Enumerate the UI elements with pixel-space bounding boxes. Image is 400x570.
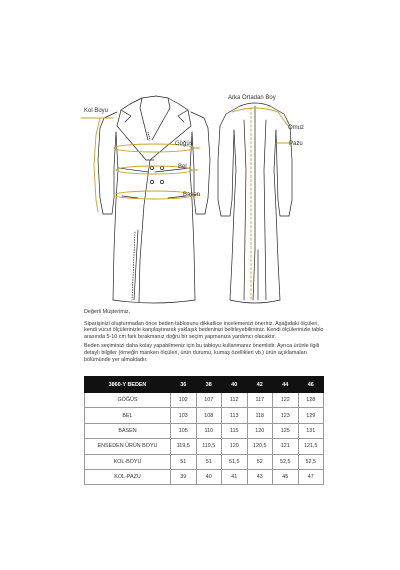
row-label: KOL-PAZU [85, 469, 171, 484]
size-table [84, 376, 324, 485]
table-row [85, 439, 324, 454]
table-cell: 119,5 [196, 439, 222, 454]
table-cell: 107 [196, 393, 222, 408]
label-bel: Bel [178, 164, 187, 170]
front-view-sketch [98, 96, 210, 303]
table-cell: 121 [273, 439, 299, 454]
header-size-46: 46 [298, 377, 324, 393]
table-cell: 40 [196, 469, 222, 484]
table-row [85, 454, 324, 469]
size-table-header [85, 377, 324, 393]
row-label: GÖĞÜS [85, 393, 171, 408]
table-cell: 47 [298, 469, 324, 484]
label-arka-ortadan-boy: Arka Ortadan Boy [228, 95, 276, 101]
sleeve-length-guide [94, 118, 113, 212]
row-label: BASEN [85, 423, 171, 438]
table-cell: 105 [171, 423, 197, 438]
hip-guide [114, 191, 194, 199]
table-cell: 131 [298, 423, 324, 438]
table-cell: 39 [171, 469, 197, 484]
table-cell: 120 [247, 423, 273, 438]
table-row [85, 423, 324, 438]
table-cell: 125 [273, 423, 299, 438]
table-cell: 110 [196, 423, 222, 438]
table-cell: 102 [171, 393, 197, 408]
table-cell: 128 [298, 393, 324, 408]
table-cell: 129 [298, 408, 324, 423]
header-size-36: 36 [171, 377, 197, 393]
table-cell: 41 [222, 469, 248, 484]
table-cell: 52 [247, 454, 273, 469]
table-cell: 119,5 [171, 439, 197, 454]
greeting: Değerli Müşterimiz, [84, 309, 131, 315]
intro-text [84, 309, 324, 366]
header-model-size: 3860-Y BEDEN [85, 377, 171, 393]
label-basen: Basen [183, 192, 201, 198]
table-cell: 52,5 [273, 454, 299, 469]
header-size-42: 42 [247, 377, 273, 393]
row-label: KOL-BOYU [85, 454, 171, 469]
table-cell: 51,5 [222, 454, 248, 469]
intro-paragraph-1: Siparişinizi oluşturmadan önce beden tablosunu dikkatlice incelemenizi öneririz. Aşağıdaki ölçüleri, kendi vücut ölçülerinizle karşılaştırarak yaklaşık bedeninizi belirleyebilirsiniz. Kendi ölçülerinizle tablo arasında 5-10 cm fark bırakmanız doğru bir seçim yapmanıza yardımcı olacaktır. [84, 320, 324, 340]
table-row [85, 469, 324, 484]
row-label: ENSEDEN ÜRÜN BOYU [85, 439, 171, 454]
table-cell: 120,5 [247, 439, 273, 454]
table-cell: 120 [222, 439, 248, 454]
table-cell: 117 [247, 393, 273, 408]
table-row [85, 408, 324, 423]
table-cell: 118 [247, 408, 273, 423]
header-size-40: 40 [222, 377, 248, 393]
table-cell: 45 [273, 469, 299, 484]
header-size-38: 38 [196, 377, 222, 393]
table-cell: 51 [196, 454, 222, 469]
label-pazu: Pazu [289, 141, 303, 147]
row-label: BEL [85, 408, 171, 423]
table-cell: 108 [196, 408, 222, 423]
table-cell: 121,5 [298, 439, 324, 454]
table-cell: 112 [222, 393, 248, 408]
intro-paragraph-2: Beden seçiminizi daha kolay yapabilmeniz için bu tabloyu kullanmanız önemlidir. Ayrıca ürünle ilgili detaylı bilgiler (örneğin manken ölçüleri, ürün durumu, kumaş özellikleri vb.) ürün açıklamaları bölümünde yer almaktadır. [84, 343, 320, 363]
label-omuz: Omuz [288, 125, 305, 131]
label-kol-boyu: Kol Boyu [84, 108, 109, 114]
table-cell: 123 [273, 408, 299, 423]
table-cell: 113 [222, 408, 248, 423]
label-gogus: Göğüs [175, 141, 193, 147]
table-cell: 52,5 [298, 454, 324, 469]
back-view-sketch [218, 103, 292, 303]
table-cell: 51 [171, 454, 197, 469]
table-cell: 43 [247, 469, 273, 484]
table-row [85, 393, 324, 408]
table-cell: 122 [273, 393, 299, 408]
header-size-44: 44 [273, 377, 299, 393]
table-cell: 115 [222, 423, 248, 438]
table-cell: 103 [171, 408, 197, 423]
